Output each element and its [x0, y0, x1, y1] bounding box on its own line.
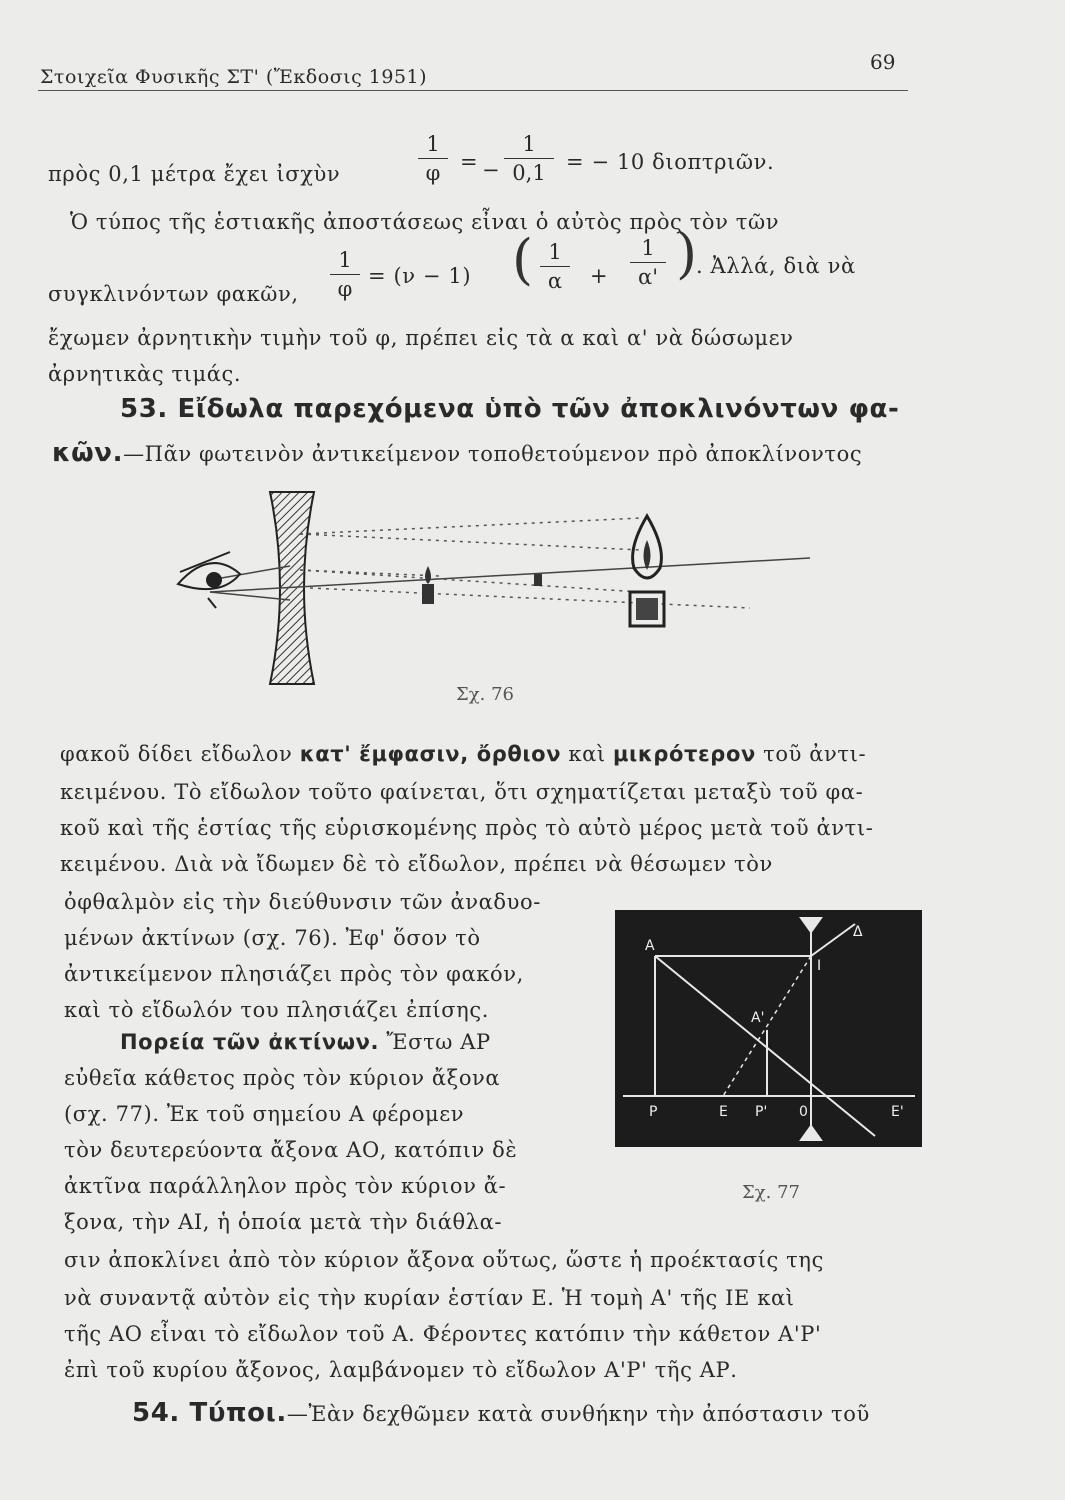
text: φακοῦ δίδει εἴδωλον [60, 742, 300, 766]
header-rule [38, 90, 908, 91]
section-53-heading: 53. Εἴδωλα παρεχόμενα ὑπὸ τῶν ἀποκλινόντων φα- [120, 394, 900, 424]
section-54-heading: 54. Τύποι. [132, 1398, 287, 1428]
left-paren: ( [512, 228, 534, 291]
para2-line6: μένων ἀκτίνων (σχ. 76). Ἐφ' ὅσον τὸ [64, 926, 481, 950]
eq1-tail: = − 10 διοπτριῶν. [566, 150, 775, 174]
image-candle-icon [422, 566, 434, 604]
label-P: Ρ [649, 1104, 658, 1120]
figure-76-caption: Σχ. 76 [456, 684, 514, 705]
denominator: α' [638, 265, 658, 289]
para2-line8: καὶ τὸ εἴδωλόν του πλησιάζει ἐπίσης. [64, 998, 489, 1022]
para3-heading: Πορεία τῶν ἀκτίνων. [120, 1030, 380, 1054]
numerator: 1 [548, 240, 562, 264]
section-53-line2-rest: —Πᾶν φωτεινὸν ἀντικείμενον τοποθετούμενον πρὸ ἀποκλίνοντος [123, 442, 863, 466]
para3-line2: εὐθεῖα κάθετος πρὸς τὸν κύριον ἄξονα [64, 1066, 501, 1090]
para1-fraction-a [540, 240, 570, 293]
eq1-lead: πρὸς 0,1 μέτρα ἔχει ἰσχὺν [48, 162, 341, 186]
para1-line3: ἔχωμεν ἀρνητικὴν τιμὴν τοῦ φ, πρέπει εἰς τὰ α καὶ α' νὰ δώσωμεν [48, 326, 794, 350]
eq1-equals: = [460, 150, 479, 174]
numerator: 1 [522, 132, 536, 156]
label-A: Α [645, 938, 655, 954]
para2-line5: ὀφθαλμὸν εἰς τὴν διεύθυνσιν τῶν ἀναδυο- [64, 890, 541, 914]
label-A-prime: Α' [751, 1010, 765, 1026]
para1-line4: ἀρνητικὰς τιμάς. [48, 362, 242, 386]
para2-line3: κοῦ καὶ τῆς ἑστίας τῆς εὑρισκομένης πρὸς τὸ αὐτὸ μέρος μετὰ τοῦ ἀντι- [60, 816, 874, 840]
para2-line2: κειμένου. Τὸ εἴδωλον τοῦτο φαίνεται, ὅτι σχηματίζεται μεταξὺ τοῦ φα- [60, 780, 864, 804]
numerator: 1 [426, 132, 440, 156]
figure-77-caption: Σχ. 77 [742, 1182, 800, 1203]
para3-line6: ξονα, τὴν ΑΙ, ἡ ὁποία μετὰ τὴν διάθλα- [64, 1210, 503, 1234]
para3-line10: ἐπὶ τοῦ κυρίου ἄξονος, λαμβάνομεν τὸ εἴδωλον Α'Ρ' τῆς ΑΡ. [64, 1358, 738, 1382]
para3-line7: σιν ἀποκλίνει ἀπὸ τὸν κύριον ἄξονα οὕτως, ὥστε ἡ προέκτασίς της [64, 1248, 824, 1272]
para3-line3: (σχ. 77). Ἐκ τοῦ σημείου Α φέρομεν [64, 1102, 465, 1126]
para3-line1 [120, 1030, 491, 1054]
para1-tail: . Ἀλλά, διὰ νὰ [696, 254, 856, 278]
para1-mid: = (ν − 1) [368, 264, 472, 288]
eq1-fraction-2 [504, 132, 554, 185]
denominator: φ [337, 277, 353, 301]
para3-line8: νὰ συναντᾷ αὐτὸν εἰς τὴν κυρίαν ἑστίαν Ε. Ἡ τομὴ Α' τῆς ΙΕ καὶ [64, 1286, 795, 1310]
para3-line9: τῆς ΑΟ εἶναι τὸ εἴδωλον τοῦ Α. Φέροντες κατόπιν τὴν κάθετον Α'Ρ' [64, 1322, 822, 1346]
label-Delta: Δ [853, 924, 863, 940]
denominator: 0,1 [512, 161, 546, 185]
para1-fraction-phi [330, 248, 360, 301]
label-E-prime: Ε' [891, 1104, 904, 1120]
para2-line4: κειμένου. Διὰ νὰ ἴδωμεν δὲ τὸ εἴδωλον, πρέπει νὰ θέσωμεν τὸν [60, 852, 773, 876]
lens-bottom-marker [801, 1126, 821, 1140]
para3-line5: ἀκτῖνα παράλληλον πρὸς τὸν κύριον ἄ- [64, 1174, 507, 1198]
figure-77-ray-diagram [615, 910, 922, 1147]
ray-refracted [811, 924, 855, 956]
running-title: Στοιχεῖα Φυσικῆς ΣΤ' (Ἔκδοσις 1951) [40, 66, 428, 88]
bold-text: κατ' ἔμφασιν, ὄρθιον [299, 742, 562, 766]
object-candle-icon [630, 516, 664, 626]
section-54-text: —Ἐὰν δεχθῶμεν κατὰ συνθήκην τὴν ἀπόστασιν τοῦ [286, 1402, 870, 1426]
para1-plus: + [590, 264, 609, 288]
para1-lead: συγκλινόντων φακῶν, [48, 282, 299, 306]
text: τοῦ ἀντι- [755, 742, 867, 766]
bold-text: μικρότερον [613, 742, 756, 766]
para2-line1 [60, 742, 866, 766]
label-E: Ε [719, 1104, 728, 1120]
label-I: Ι [817, 958, 822, 974]
rays-to-eye [210, 566, 290, 600]
para1-line1: Ὁ τύπος τῆς ἑστιακῆς ἀποστάσεως εἶναι ὁ αὐτὸς πρὸς τὸν τῶν [70, 210, 780, 234]
section-54-line [132, 1398, 870, 1428]
eq1-fraction-1 [418, 132, 448, 185]
para1-fraction-a-prime [630, 236, 666, 289]
page-number: 69 [870, 50, 896, 74]
numerator: 1 [338, 248, 352, 272]
figure-76-diagonal-lens [150, 488, 820, 688]
label-O: 0 [799, 1104, 808, 1120]
section-53-heading-cont: κῶν. [52, 438, 124, 468]
section-53-line2 [52, 438, 862, 468]
label-P-prime: Ρ' [755, 1104, 768, 1120]
right-paren: ) [676, 222, 698, 285]
text: καὶ [561, 742, 613, 766]
eye-icon [178, 552, 240, 608]
para2-line7: ἀντικείμενον πλησιάζει πρὸς τὸν φακόν, [64, 962, 524, 986]
denominator: α [547, 269, 563, 293]
text: Ἔστω ΑΡ [379, 1030, 491, 1054]
small-marker-icon [534, 574, 542, 586]
denominator: φ [425, 161, 441, 185]
numerator: 1 [641, 236, 655, 260]
lens-top-marker [801, 918, 821, 932]
eq1-minus: − [482, 158, 501, 182]
virtual-rays [300, 518, 750, 608]
para3-line4: τὸν δευτερεύοντα ἄξονα ΑΟ, κατόπιν δὲ [64, 1138, 518, 1162]
